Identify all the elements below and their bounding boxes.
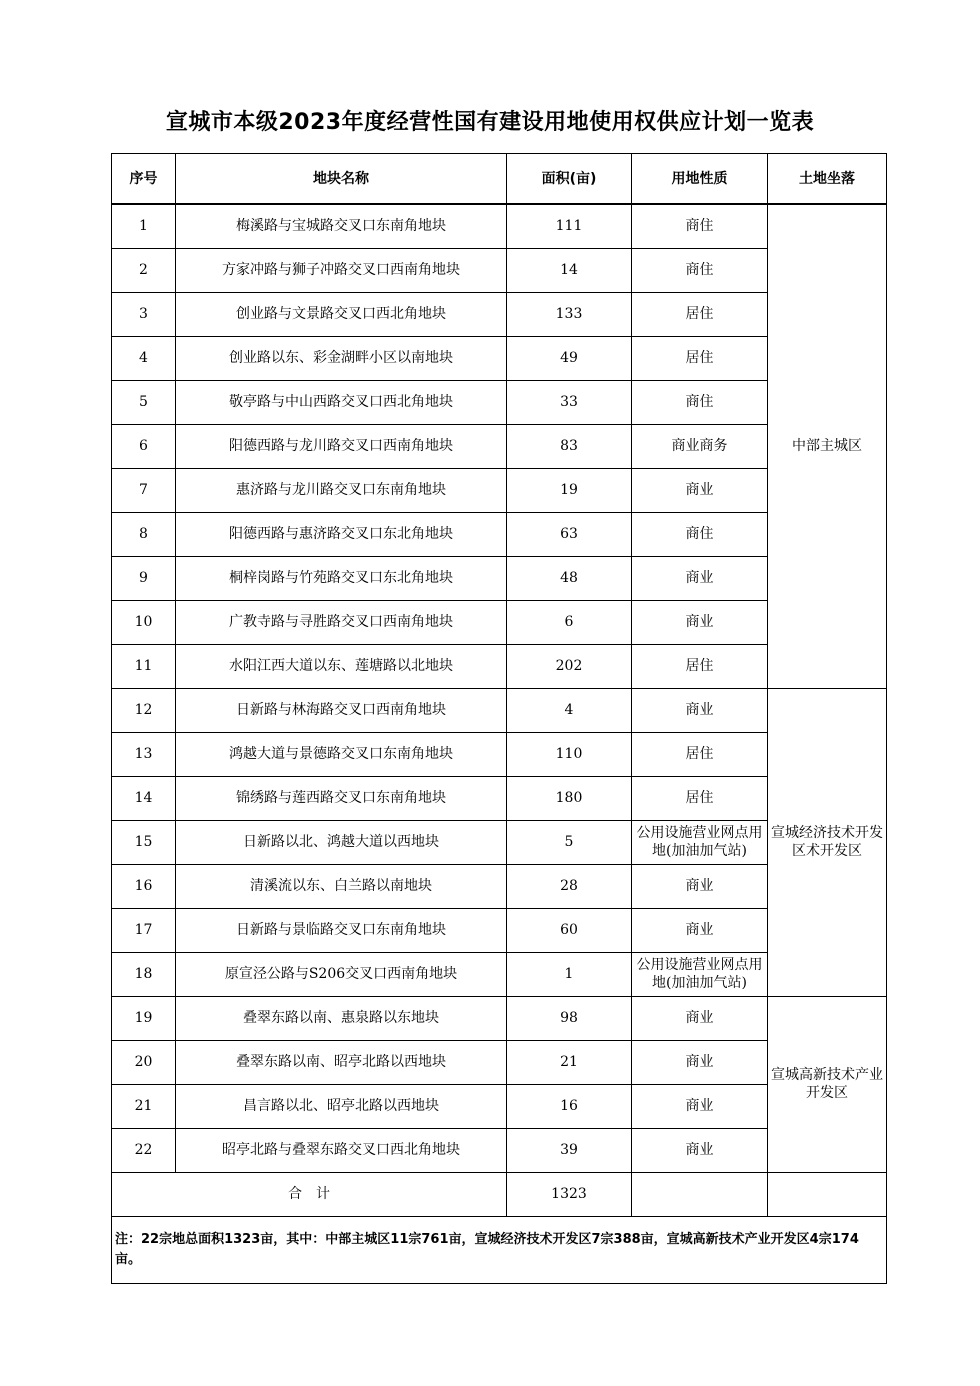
row-name: 方家冲路与狮子冲路交叉口西南角地块 [176,248,507,292]
row-seq: 11 [112,644,176,688]
row-area: 83 [507,424,632,468]
row-seq: 16 [112,864,176,908]
row-seq: 12 [112,688,176,732]
row-name: 日新路与景临路交叉口东南角地块 [176,908,507,952]
row-area: 39 [507,1128,632,1172]
row-name: 创业路以东、彩金湖畔小区以南地块 [176,336,507,380]
row-area: 16 [507,1084,632,1128]
row-use: 商业 [632,908,768,952]
row-name: 阳德西路与惠济路交叉口东北角地块 [176,512,507,556]
location-econ: 宣城经济技术开发区术开发区 [768,688,887,996]
row-seq: 7 [112,468,176,512]
location-hitech: 宣城高新技术产业开发区 [768,996,887,1172]
row-area: 110 [507,732,632,776]
row-name: 桐梓岗路与竹苑路交叉口东北角地块 [176,556,507,600]
row-seq: 4 [112,336,176,380]
land-supply-table [111,153,887,1284]
row-name: 清溪流以东、白兰路以南地块 [176,864,507,908]
row-area: 28 [507,864,632,908]
row-use: 商住 [632,248,768,292]
row-seq: 20 [112,1040,176,1084]
row-area: 33 [507,380,632,424]
row-name: 日新路与林海路交叉口西南角地块 [176,688,507,732]
header-use: 用地性质 [632,154,768,205]
row-name: 敬亭路与中山西路交叉口西北角地块 [176,380,507,424]
row-area: 19 [507,468,632,512]
row-seq: 3 [112,292,176,336]
row-name: 阳德西路与龙川路交叉口西南角地块 [176,424,507,468]
row-use: 居住 [632,776,768,820]
row-seq: 21 [112,1084,176,1128]
row-use: 商业 [632,996,768,1040]
row-use: 商业 [632,556,768,600]
page-title: 宣城市本级2023年度经营性国有建设用地使用权供应计划一览表 [165,110,815,135]
row-area: 133 [507,292,632,336]
row-area: 14 [507,248,632,292]
row-use: 商业 [632,688,768,732]
row-seq: 8 [112,512,176,556]
header-name: 地块名称 [176,154,507,205]
header-area: 面积(亩) [507,154,632,205]
row-area: 48 [507,556,632,600]
table-row [112,996,887,1040]
row-name: 叠翠东路以南、惠泉路以东地块 [176,996,507,1040]
row-name: 日新路以北、鸿越大道以西地块 [176,820,507,864]
row-use: 居住 [632,644,768,688]
row-name: 鸿越大道与景德路交叉口东南角地块 [176,732,507,776]
note-row [112,1216,887,1283]
row-seq: 17 [112,908,176,952]
row-area: 5 [507,820,632,864]
row-area: 21 [507,1040,632,1084]
row-use: 居住 [632,732,768,776]
row-seq: 5 [112,380,176,424]
row-name: 昌言路以北、昭亭北路以西地块 [176,1084,507,1128]
table-row [112,204,887,248]
row-name: 惠济路与龙川路交叉口东南角地块 [176,468,507,512]
row-use: 公用设施营业网点用地(加油加气站) [632,820,768,864]
row-seq: 9 [112,556,176,600]
row-use: 商业 [632,468,768,512]
row-name: 广教寺路与寻胜路交叉口西南角地块 [176,600,507,644]
location-central: 中部主城区 [768,204,887,688]
row-seq: 10 [112,600,176,644]
row-name: 锦绣路与莲西路交叉口东南角地块 [176,776,507,820]
row-area: 60 [507,908,632,952]
row-seq: 14 [112,776,176,820]
row-use: 商住 [632,380,768,424]
row-area: 63 [507,512,632,556]
row-use: 公用设施营业网点用地(加油加气站) [632,952,768,996]
row-use: 商业 [632,864,768,908]
row-use: 商业商务 [632,424,768,468]
row-area: 180 [507,776,632,820]
row-use: 居住 [632,292,768,336]
row-area: 202 [507,644,632,688]
row-name: 昭亭北路与叠翠东路交叉口西北角地块 [176,1128,507,1172]
total-label: 合 计 [112,1172,507,1216]
total-use-empty [632,1172,768,1216]
row-use: 居住 [632,336,768,380]
total-area: 1323 [507,1172,632,1216]
table-header-row [112,154,887,205]
total-location-empty [768,1172,887,1216]
row-use: 商住 [632,512,768,556]
row-area: 49 [507,336,632,380]
row-area: 111 [507,204,632,248]
total-row [112,1172,887,1216]
row-area: 98 [507,996,632,1040]
row-area: 4 [507,688,632,732]
row-seq: 1 [112,204,176,248]
row-seq: 6 [112,424,176,468]
row-area: 1 [507,952,632,996]
header-location: 土地坐落 [768,154,887,205]
row-use: 商业 [632,1040,768,1084]
table-row [112,688,887,732]
row-use: 商住 [632,204,768,248]
row-name: 创业路与文景路交叉口西北角地块 [176,292,507,336]
row-seq: 2 [112,248,176,292]
row-name: 原宣泾公路与S206交叉口西南角地块 [176,952,507,996]
row-seq: 15 [112,820,176,864]
row-area: 6 [507,600,632,644]
row-name: 水阳江西大道以东、莲塘路以北地块 [176,644,507,688]
table-note: 注：22宗地总面积1323亩，其中：中部主城区11宗761亩，宣城经济技术开发区7宗388亩，宣城高新技术产业开发区4宗174亩。 [112,1216,887,1283]
row-seq: 18 [112,952,176,996]
row-seq: 13 [112,732,176,776]
row-name: 梅溪路与宝城路交叉口东南角地块 [176,204,507,248]
row-use: 商业 [632,1084,768,1128]
row-use: 商业 [632,1128,768,1172]
row-name: 叠翠东路以南、昭亭北路以西地块 [176,1040,507,1084]
row-seq: 19 [112,996,176,1040]
header-seq: 序号 [112,154,176,205]
row-use: 商业 [632,600,768,644]
row-seq: 22 [112,1128,176,1172]
